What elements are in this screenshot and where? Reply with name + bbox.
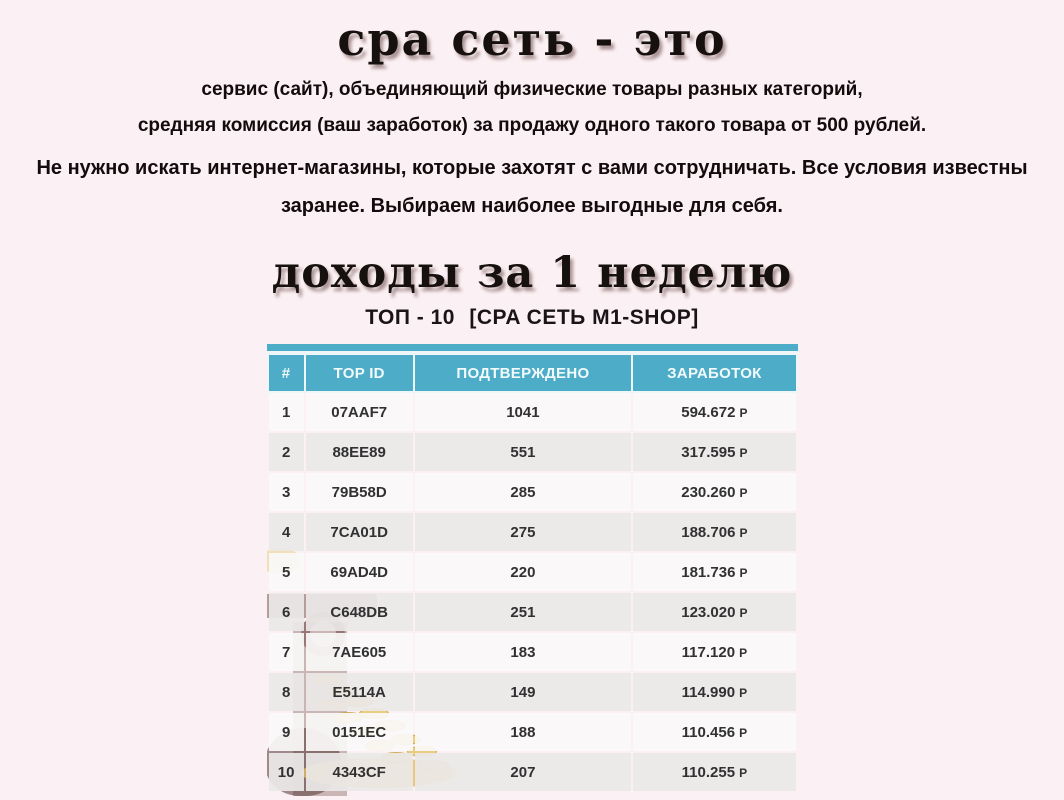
- section-subtitle: [0, 306, 1064, 330]
- earnings-cell: [633, 713, 795, 751]
- currency-symbol: Р: [739, 685, 748, 700]
- table-row: [269, 393, 796, 431]
- currency-symbol: Р: [739, 445, 748, 460]
- top-id-cell: 07AAF7: [306, 393, 413, 431]
- rank-cell: 1: [269, 393, 304, 431]
- intro-line-3a: Не нужно искать интернет-магазины, которые захотят с вами сотрудничать. Все условия известны: [36, 157, 1028, 179]
- subtitle-top10: ТОП - 10: [365, 306, 455, 329]
- earnings-amount: 317.595: [681, 443, 736, 461]
- confirmed-cell: 188: [415, 713, 632, 751]
- page-title: cpa сеть - это: [337, 12, 727, 66]
- currency-symbol: Р: [739, 405, 748, 420]
- top-id-cell: 0151EC: [306, 713, 413, 751]
- rank-cell: 6: [269, 593, 304, 631]
- column-header-earnings: ЗАРАБОТОК: [633, 355, 795, 391]
- confirmed-cell: 285: [415, 473, 632, 511]
- table-row: [269, 633, 796, 671]
- top-id-cell: 4343CF: [306, 753, 413, 791]
- column-header-top-id: TOP ID: [306, 355, 413, 391]
- confirmed-cell: 275: [415, 513, 632, 551]
- earnings-amount: 114.990: [681, 683, 736, 701]
- table-top-strip: [267, 344, 798, 351]
- earnings-amount: 594.672: [681, 403, 736, 421]
- table-row: [269, 713, 796, 751]
- earnings-cell: [633, 633, 795, 671]
- currency-symbol: Р: [739, 645, 748, 660]
- rank-cell: 2: [269, 433, 304, 471]
- earnings-cell: [633, 753, 795, 791]
- column-header-confirmed: ПОДТВЕРЖДЕНО: [415, 355, 632, 391]
- top-id-cell: 7AE605: [306, 633, 413, 671]
- top-id-cell: E5114A: [306, 673, 413, 711]
- top-id-cell: 88EE89: [306, 433, 413, 471]
- currency-symbol: Р: [739, 525, 748, 540]
- column-header-rank: #: [269, 355, 304, 391]
- confirmed-cell: 207: [415, 753, 632, 791]
- table-row: [269, 593, 796, 631]
- earnings-cell: [633, 433, 795, 471]
- top-id-cell: C648DB: [306, 593, 413, 631]
- table-row: [269, 553, 796, 591]
- rank-cell: 5: [269, 553, 304, 591]
- earnings-amount: 117.120: [681, 643, 736, 661]
- earnings-amount: 230.260: [681, 483, 736, 501]
- earnings-cell: [633, 553, 795, 591]
- table-row: [269, 433, 796, 471]
- table-row: [269, 753, 796, 791]
- rank-cell: 7: [269, 633, 304, 671]
- intro-line-3b: заранее. Выбираем наиболее выгодные для себя.: [281, 195, 783, 217]
- earnings-cell: [633, 593, 795, 631]
- rank-cell: 8: [269, 673, 304, 711]
- table-row: [269, 513, 796, 551]
- rank-cell: 9: [269, 713, 304, 751]
- currency-symbol: Р: [739, 725, 748, 740]
- currency-symbol: Р: [739, 485, 748, 500]
- confirmed-cell: 1041: [415, 393, 632, 431]
- earnings-amount: 110.255: [681, 763, 736, 781]
- table-row: [269, 473, 796, 511]
- rank-cell: 4: [269, 513, 304, 551]
- earnings-amount: 188.706: [681, 523, 736, 541]
- subtitle-network-note: [CPA СЕТЬ M1-SHOP]: [469, 306, 699, 329]
- section-title: доходы за 1 неделю: [271, 248, 793, 298]
- earnings-amount: 110.456: [681, 723, 736, 741]
- currency-symbol: Р: [739, 765, 748, 780]
- earnings-cell: [633, 393, 795, 431]
- earnings-cell: [633, 513, 795, 551]
- intro-line-2: средняя комиссия (ваш заработок) за продажу одного такого товара от 500 рублей.: [137, 115, 927, 136]
- earnings-amount: 181.736: [681, 563, 736, 581]
- earnings-amount: 123.020: [681, 603, 736, 621]
- currency-symbol: Р: [739, 605, 748, 620]
- top10-earnings-table: [267, 353, 798, 793]
- confirmed-cell: 149: [415, 673, 632, 711]
- earnings-cell: [633, 473, 795, 511]
- confirmed-cell: 220: [415, 553, 632, 591]
- confirmed-cell: 551: [415, 433, 632, 471]
- top-id-cell: 79B58D: [306, 473, 413, 511]
- currency-symbol: Р: [739, 565, 748, 580]
- table-row: [269, 673, 796, 711]
- rank-cell: 10: [269, 753, 304, 791]
- rank-cell: 3: [269, 473, 304, 511]
- confirmed-cell: 251: [415, 593, 632, 631]
- top-id-cell: 69AD4D: [306, 553, 413, 591]
- table-header-row: [269, 355, 796, 391]
- confirmed-cell: 183: [415, 633, 632, 671]
- top10-table-area: [267, 344, 798, 796]
- intro-line-1: сервис (сайт), объединяющий физические товары разных категорий,: [201, 79, 863, 100]
- earnings-cell: [633, 673, 795, 711]
- top-id-cell: 7CA01D: [306, 513, 413, 551]
